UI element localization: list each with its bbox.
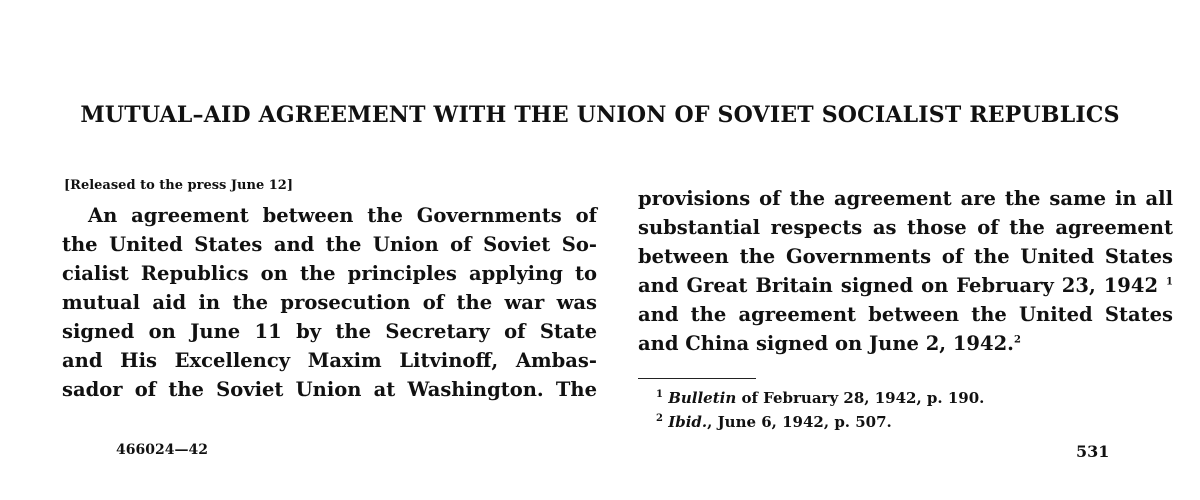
right-column: [638, 184, 1173, 358]
footnotes: [638, 378, 1118, 434]
footnote-2: [638, 410, 1118, 434]
body-text-line: An agreement between the Governments of: [88, 204, 597, 227]
body-text-line: the United States and the Union of Soviet So-: [62, 233, 597, 256]
page-title: MUTUAL–AID AGREEMENT WITH THE UNION OF SOVIET SOCIALIST REPUBLICS: [80, 102, 1120, 128]
body-text-line: signed on June 11 by the Secretary of State: [62, 320, 597, 343]
print-code: 466024—42: [116, 442, 208, 458]
body-text-line: between the Governments of the United States: [638, 245, 1173, 268]
body-text-line: provisions of the agreement are the same in all: [638, 187, 1173, 210]
body-text-line: sador of the Soviet Union at Washington. The: [62, 378, 597, 401]
body-text-line: mutual aid in the prosecution of the war was: [62, 291, 597, 314]
body-text-line-with-footnote: [638, 271, 1173, 300]
body-text-line: cialist Republics on the principles applying to: [62, 262, 597, 285]
footnote-italic: Bulletin: [668, 389, 737, 407]
footnote-1: [638, 386, 1118, 410]
footnote-marker: 1: [656, 389, 663, 400]
body-text-line: substantial respects as those of the agreement: [638, 216, 1173, 239]
body-text-line: and His Excellency Maxim Litvinoff, Ambas-: [62, 349, 597, 372]
release-note: [Released to the press June 12]: [64, 178, 293, 193]
footnote-reference: 2: [1013, 334, 1021, 346]
body-text-line: and the agreement between the United States: [638, 303, 1173, 326]
page-number: 531: [1076, 442, 1110, 461]
footnote-text: , June 6, 1942, p. 507.: [707, 413, 892, 431]
footnote-italic: Ibid.: [668, 413, 708, 431]
footnote-marker: 2: [656, 413, 663, 424]
footnote-reference: 1: [1166, 276, 1173, 288]
footnote-text: of February 28, 1942, p. 190.: [736, 389, 985, 407]
left-column: [62, 178, 597, 404]
body-text-segment: and Great Britain signed on February 23, 1942: [638, 274, 1159, 297]
body-text-line-with-footnote: [638, 329, 1173, 358]
body-text-segment: and China signed on June 2, 1942.: [638, 332, 1014, 355]
